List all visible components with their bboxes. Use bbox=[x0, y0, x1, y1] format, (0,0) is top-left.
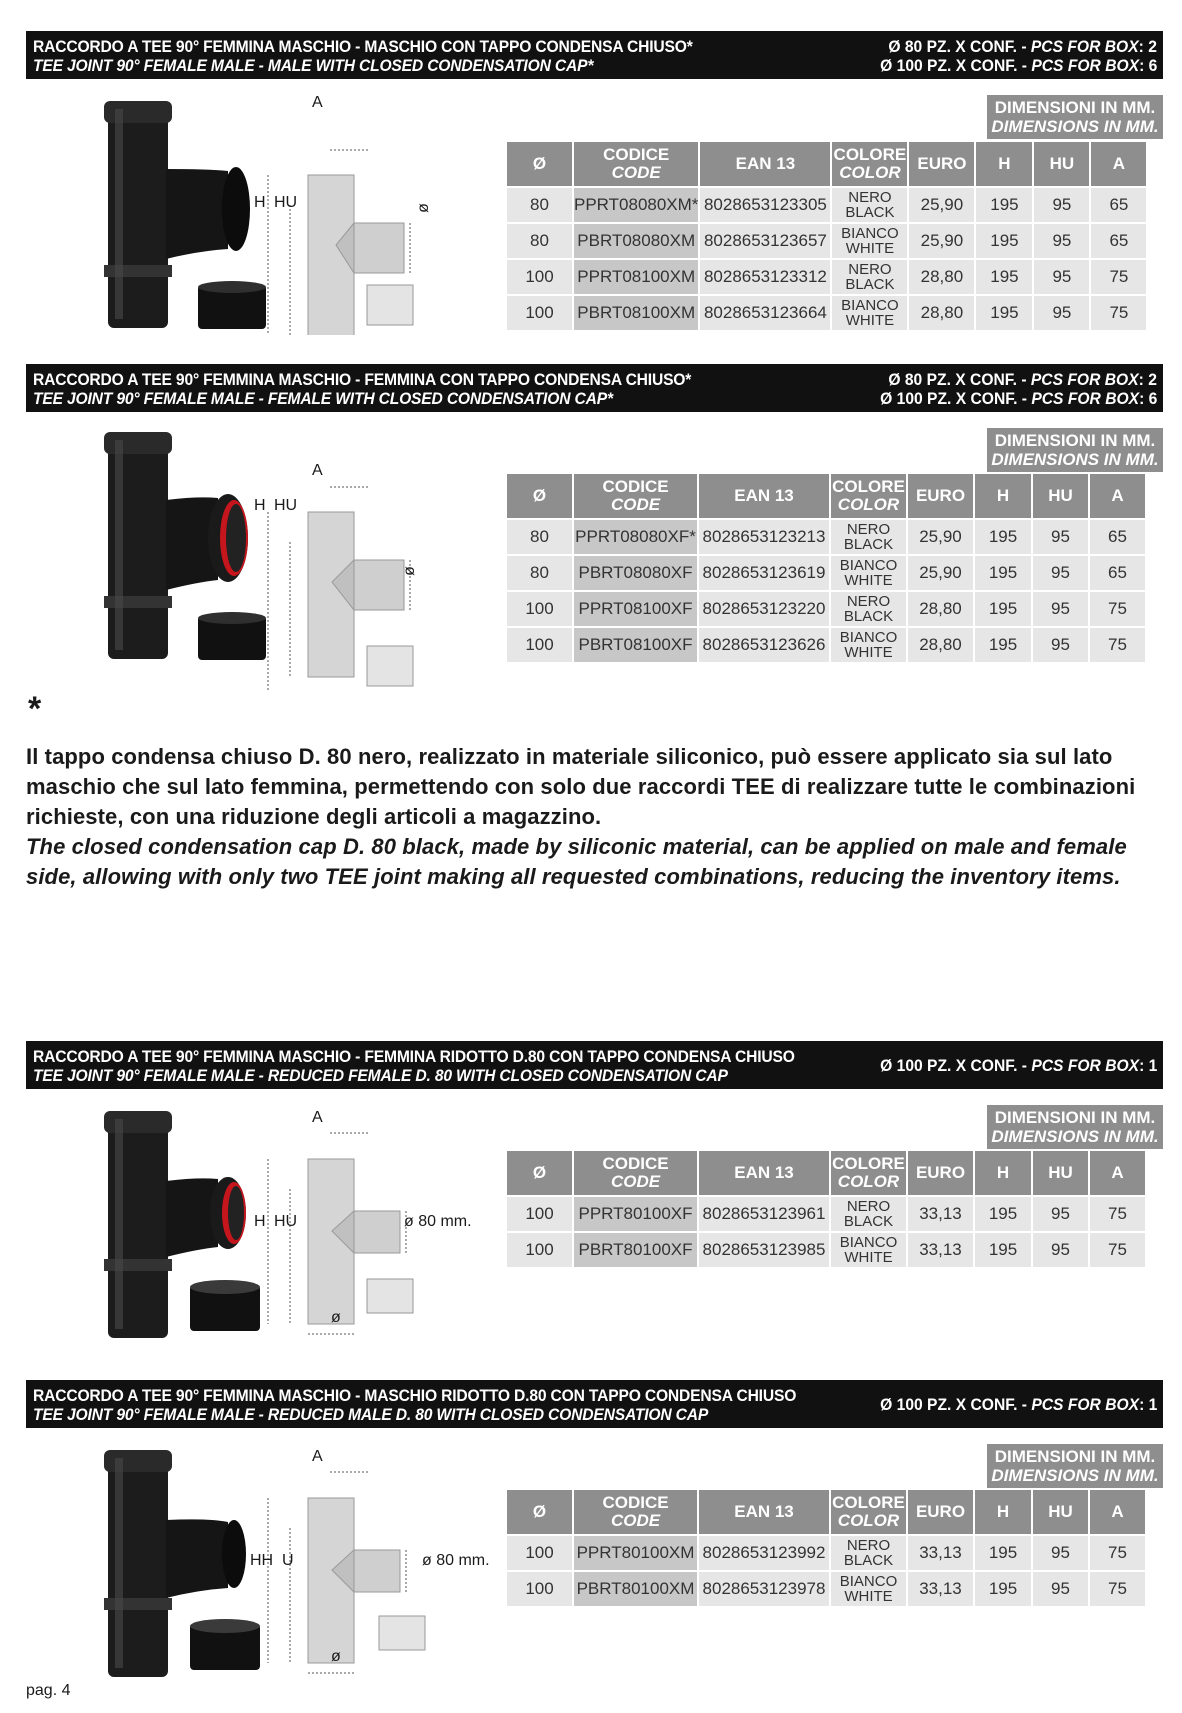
dim-label-a: A bbox=[312, 94, 323, 111]
table-header-row: Ø CODICE CODE EAN 13 COLORE COLOR EURO H HU A bbox=[507, 142, 1146, 186]
table-header-row: Ø CODICE CODE EAN 13 COLORE COLOR EURO H HU A bbox=[507, 474, 1145, 518]
pack-info-100: Ø 100 PZ. X CONF. - PCS FOR BOX: 6 bbox=[879, 389, 1157, 408]
dim-label-h: H bbox=[254, 497, 266, 514]
product-photo bbox=[78, 99, 268, 339]
dim-label-a: A bbox=[312, 462, 323, 479]
page-number: pag. 4 bbox=[26, 1682, 71, 1699]
title-it: RACCORDO A TEE 90° FEMMINA MASCHIO - MASCHIO CON TAPPO CONDENSA CHIUSO* bbox=[33, 37, 693, 56]
dim-label-hu: U bbox=[282, 1552, 294, 1569]
dim-label-diameter: ø bbox=[400, 566, 418, 576]
section-banner bbox=[26, 1380, 1163, 1428]
dim-label-d80: ø 80 mm. bbox=[422, 1552, 490, 1569]
footnote-asterisk: * bbox=[28, 690, 42, 728]
pack-info-100: Ø 100 PZ. X CONF. - PCS FOR BOX: 1 bbox=[879, 1056, 1157, 1075]
product-photo bbox=[78, 430, 268, 670]
title-en: TEE JOINT 90° FEMALE MALE - FEMALE WITH CLOSED CONDENSATION CAP* bbox=[33, 389, 613, 408]
dim-label-h: HH bbox=[250, 1552, 274, 1569]
dim-label-hu: HU bbox=[274, 1213, 298, 1230]
title-it: RACCORDO A TEE 90° FEMMINA MASCHIO - MASCHIO RIDOTTO D.80 CON TAPPO CONDENSA CHIUSO bbox=[33, 1386, 797, 1405]
pack-info-80: Ø 80 PZ. X CONF. - PCS FOR BOX: 2 bbox=[888, 37, 1157, 56]
table-row: 100 PPRT08100XM 8028653123312 NERO BLACK 28,80 195 95 75 bbox=[507, 258, 1146, 294]
table-header-row: Ø CODICE CODE EAN 13 COLORE COLOR EURO H HU A bbox=[507, 1490, 1145, 1534]
table-row: 100 PBRT08100XF 8028653123626 BIANCO WHITE 28,80 195 95 75 bbox=[507, 626, 1145, 662]
technical-drawing bbox=[248, 1458, 448, 1688]
footnote-en: The closed condensation cap D. 80 black, made by siliconic material, can be applied on male and female side, allowing with only two TEE joint making all requested combinations, reducing the inventory items. bbox=[26, 834, 1127, 889]
table-row: 100 PPRT08100XF 8028653123220 NERO BLACK 28,80 195 95 75 bbox=[507, 590, 1145, 626]
product-table bbox=[505, 474, 1147, 662]
pack-info-100: Ø 100 PZ. X CONF. - PCS FOR BOX: 6 bbox=[879, 56, 1157, 75]
dimensions-header: DIMENSIONI IN MM. DIMENSIONS IN MM. bbox=[987, 95, 1163, 139]
table-row: 100 PBRT08100XM 8028653123664 BIANCO WHITE 28,80 195 95 75 bbox=[507, 294, 1146, 330]
dim-label-h: H bbox=[254, 194, 266, 211]
title-it: RACCORDO A TEE 90° FEMMINA MASCHIO - FEMMINA RIDOTTO D.80 CON TAPPO CONDENSA CHIUSO bbox=[33, 1047, 795, 1066]
table-row: 100 PBRT80100XF 8028653123985 BIANCO WHITE 33,13 195 95 75 bbox=[507, 1231, 1145, 1267]
table-row: 80 PPRT08080XF* 8028653123213 NERO BLACK 25,90 195 95 65 bbox=[507, 518, 1145, 554]
dim-label-d80: ø 80 mm. bbox=[404, 1213, 472, 1230]
footnote-it: Il tappo condensa chiuso D. 80 nero, realizzato in materiale siliconico, può essere applicato sia sul lato maschio che sul lato femmina, permettendo con solo due raccordi TEE di realizzare tutte le combinazioni richieste, con una riduzione degli articoli a magazzino. bbox=[26, 744, 1136, 829]
table-row: 100 PPRT80100XF 8028653123961 NERO BLACK 33,13 195 95 75 bbox=[507, 1195, 1145, 1231]
product-photo bbox=[78, 1109, 268, 1349]
product-table bbox=[505, 1151, 1147, 1267]
technical-drawing bbox=[248, 1119, 448, 1349]
dim-label-diameter: ø bbox=[331, 1309, 341, 1326]
dimensions-header: DIMENSIONI IN MM. DIMENSIONS IN MM. bbox=[987, 1444, 1163, 1488]
title-en: TEE JOINT 90° FEMALE MALE - MALE WITH CLOSED CONDENSATION CAP* bbox=[33, 56, 594, 75]
pack-info-80: Ø 80 PZ. X CONF. - PCS FOR BOX: 2 bbox=[888, 370, 1157, 389]
section-banner bbox=[26, 1041, 1163, 1089]
table-row: 80 PPRT08080XM* 8028653123305 NERO BLACK 25,90 195 95 65 bbox=[507, 186, 1146, 222]
dim-label-a: A bbox=[312, 1109, 323, 1126]
dim-label-diameter: ø bbox=[414, 203, 432, 213]
product-section-1 bbox=[26, 31, 1163, 336]
product-section-2 bbox=[26, 364, 1163, 694]
product-section-3 bbox=[26, 1041, 1163, 1341]
table-row: 80 PBRT08080XM 8028653123657 BIANCO WHITE 25,90 195 95 65 bbox=[507, 222, 1146, 258]
table-row: 100 PPRT80100XM 8028653123992 NERO BLACK 33,13 195 95 75 bbox=[507, 1534, 1145, 1570]
footnote-text bbox=[26, 742, 1163, 892]
product-table bbox=[505, 142, 1148, 330]
section-banner bbox=[26, 31, 1163, 79]
product-table bbox=[505, 1490, 1147, 1606]
product-section-4 bbox=[26, 1380, 1163, 1680]
table-row: 80 PBRT08080XF 8028653123619 BIANCO WHITE 25,90 195 95 65 bbox=[507, 554, 1145, 590]
title-en: TEE JOINT 90° FEMALE MALE - REDUCED FEMALE D. 80 WITH CLOSED CONDENSATION CAP bbox=[33, 1066, 728, 1085]
technical-drawing bbox=[248, 95, 448, 335]
title-it: RACCORDO A TEE 90° FEMMINA MASCHIO - FEMMINA CON TAPPO CONDENSA CHIUSO* bbox=[33, 370, 692, 389]
dim-label-hu: HU bbox=[274, 497, 298, 514]
table-row: 100 PBRT80100XM 8028653123978 BIANCO WHITE 33,13 195 95 75 bbox=[507, 1570, 1145, 1606]
dim-label-diameter: ø bbox=[331, 1648, 341, 1665]
dim-label-h: H bbox=[254, 1213, 266, 1230]
table-header-row: Ø CODICE CODE EAN 13 COLORE COLOR EURO H HU A bbox=[507, 1151, 1145, 1195]
section-banner bbox=[26, 364, 1163, 412]
title-en: TEE JOINT 90° FEMALE MALE - REDUCED MALE D. 80 WITH CLOSED CONDENSATION CAP bbox=[33, 1405, 709, 1424]
dimensions-header: DIMENSIONI IN MM. DIMENSIONS IN MM. bbox=[987, 1105, 1163, 1149]
pack-info-100: Ø 100 PZ. X CONF. - PCS FOR BOX: 1 bbox=[879, 1395, 1157, 1414]
dimensions-header: DIMENSIONI IN MM. DIMENSIONS IN MM. bbox=[987, 428, 1163, 472]
dim-label-a: A bbox=[312, 1448, 323, 1465]
dim-label-hu: HU bbox=[274, 194, 298, 211]
product-photo bbox=[78, 1448, 268, 1688]
